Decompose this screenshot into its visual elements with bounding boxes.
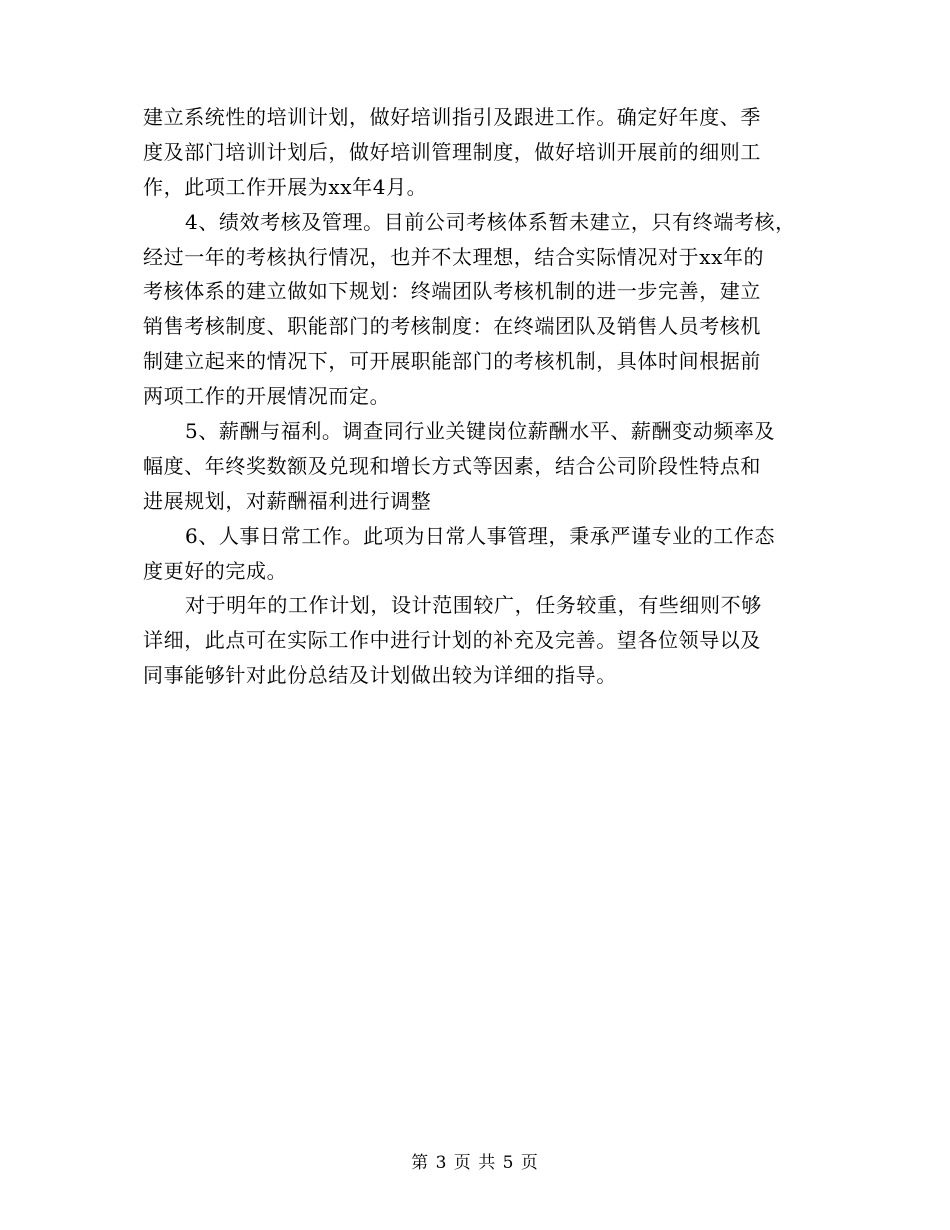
text-line: 建立系统性的培训计划，做好培训指引及跟进工作。确定好年度、季 (143, 105, 761, 129)
text-line: 同事能够针对此份总结及计划做出较为详细的指导。 (143, 663, 617, 688)
text-line: 两项工作的开展情况而定。 (143, 384, 391, 409)
paragraph-start-line: 4、绩效考核及管理。目前公司考核体系暂未建立，只有终端考核， (185, 209, 796, 234)
page-number-footer: 第 3 页 共 5 页 (411, 1153, 539, 1173)
text-line: 制建立起来的情况下，可开展职能部门的考核机制，具体时间根据前 (143, 349, 761, 374)
text-line: 度及部门培训计划后，做好培训管理制度，做好培训开展前的细则工 (143, 139, 761, 164)
text-line: 经过一年的考核执行情况，也并不太理想，结合实际情况对于xx年的 (143, 244, 765, 269)
paragraph-start-line: 5、薪酬与福利。调查同行业关键岗位薪酬水平、薪酬变动频率及 (185, 419, 776, 444)
text-line: 详细，此点可在实际工作中进行计划的补充及完善。望各位领导以及 (143, 628, 761, 653)
document-body (143, 100, 823, 693)
text-line: 进展规划，对薪酬福利进行调整 (143, 488, 432, 513)
paragraph-start-line: 对于明年的工作计划，设计范围较广，任务较重，有些细则不够 (185, 593, 762, 618)
text-line: 度更好的完成。 (143, 558, 288, 583)
paragraph-start-line: 6、人事日常工作。此项为日常人事管理，秉承严谨专业的工作态 (185, 523, 776, 548)
text-line: 作，此项工作开展为xx年4月。 (143, 174, 428, 199)
text-line: 销售考核制度、职能部门的考核制度：在终端团队及销售人员考核机 (143, 314, 761, 339)
text-line: 考核体系的建立做如下规划：终端团队考核机制的进一步完善，建立 (143, 279, 761, 304)
text-line: 幅度、年终奖数额及兑现和增长方式等因素，结合公司阶段性特点和 (143, 453, 761, 478)
